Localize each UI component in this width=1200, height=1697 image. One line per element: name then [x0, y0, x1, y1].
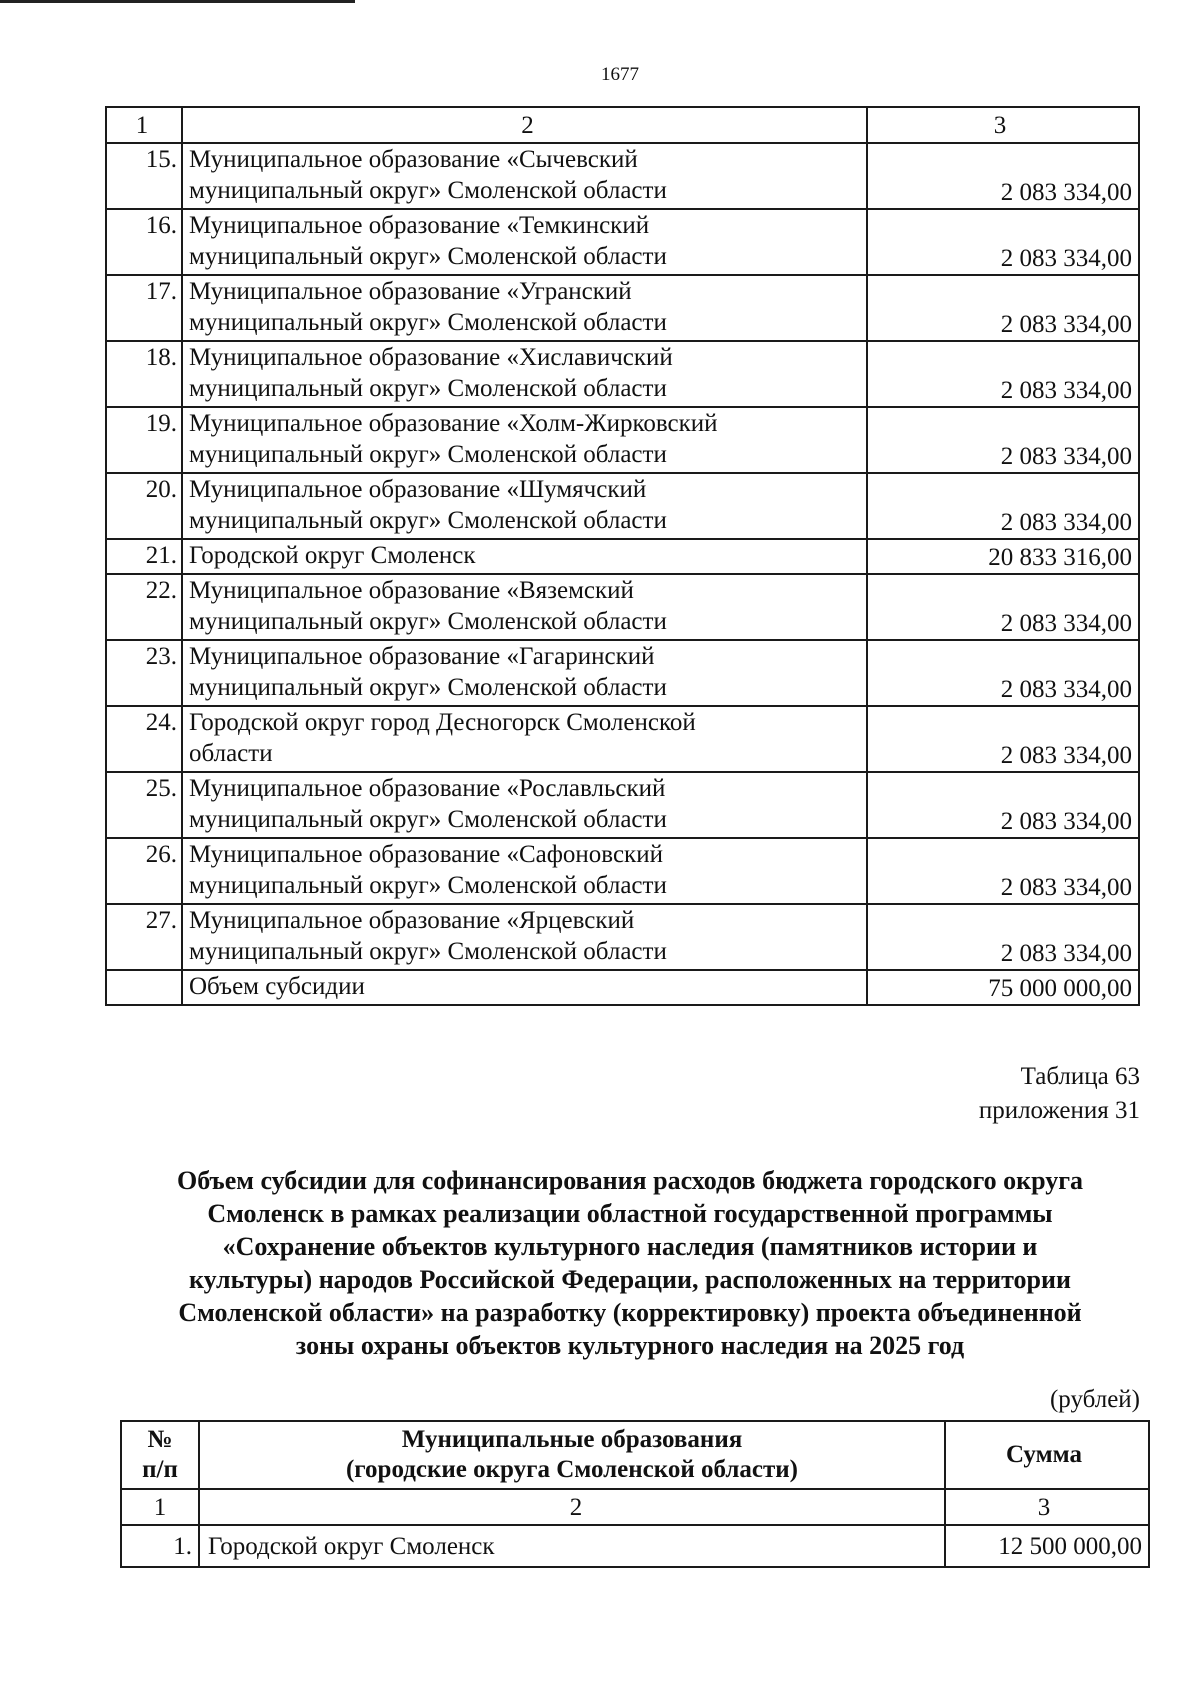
municipality-name-line: муниципальный округ» Смоленской области — [189, 243, 667, 270]
municipality-name — [182, 407, 867, 473]
municipality-name — [182, 838, 867, 904]
municipality-name-line: Муниципальное образование «Сычевский — [189, 146, 638, 173]
subsidy-amount: 2 083 334,00 — [867, 473, 1139, 539]
municipality-name-line: Муниципальное образование «Темкинский — [189, 212, 650, 239]
municipality-name — [182, 772, 867, 838]
municipality-name-line: муниципальный округ» Смоленской области — [189, 674, 667, 701]
total-label: Объем субсидии — [182, 970, 867, 1005]
header-num-line: № — [147, 1426, 173, 1453]
municipality-name-line: муниципальный округ» Смоленской области — [189, 872, 667, 899]
municipality-name-line: муниципальный округ» Смоленской области — [189, 375, 667, 402]
municipality-name — [182, 574, 867, 640]
column-number-cell: 3 — [945, 1489, 1149, 1525]
row-number: 20. — [106, 473, 182, 539]
column-number-cell: 2 — [199, 1489, 945, 1525]
subsidy-amount: 2 083 334,00 — [867, 706, 1139, 772]
header-name-line: (городские округа Смоленской области) — [345, 1456, 798, 1483]
subsidy-amount: 2 083 334,00 — [867, 275, 1139, 341]
subsidy-distribution-table — [105, 106, 1140, 1006]
table-row — [106, 473, 1139, 539]
municipality-name — [182, 341, 867, 407]
row-number: 27. — [106, 904, 182, 970]
municipality-name-line: Муниципальное образование «Холм-Жирковский — [189, 410, 718, 437]
municipality-name-line: муниципальный округ» Смоленской области — [189, 441, 667, 468]
table-header-row — [121, 1421, 1149, 1489]
total-number-cell — [106, 970, 182, 1005]
table-row — [121, 1525, 1149, 1567]
row-number: 23. — [106, 640, 182, 706]
column-number-cell: 3 — [867, 107, 1139, 143]
subsidy-amount: 12 500 000,00 — [945, 1525, 1149, 1567]
municipality-name-line: Городской округ Смоленск — [189, 542, 476, 569]
municipality-name — [182, 640, 867, 706]
municipality-name — [182, 473, 867, 539]
scan-edge-line — [0, 0, 355, 3]
column-number-cell: 2 — [182, 107, 867, 143]
table-row — [106, 772, 1139, 838]
column-number-cell: 1 — [106, 107, 182, 143]
subsidy-amount: 2 083 334,00 — [867, 341, 1139, 407]
row-number: 25. — [106, 772, 182, 838]
section-title-line: «Сохранение объектов культурного наследия (памятников истории и — [222, 1232, 1038, 1261]
row-number: 21. — [106, 539, 182, 574]
header-name-line: Муниципальные образования — [401, 1426, 743, 1453]
table-row — [106, 275, 1139, 341]
municipality-name-line: области — [189, 740, 273, 767]
municipality-name-line: муниципальный округ» Смоленской области — [189, 608, 667, 635]
row-number: 17. — [106, 275, 182, 341]
table-row — [106, 143, 1139, 209]
section-title-line: культуры) народов Российской Федерации, расположенных на территории — [189, 1265, 1071, 1294]
row-number: 26. — [106, 838, 182, 904]
subsidy-amount: 2 083 334,00 — [867, 640, 1139, 706]
municipality-name — [182, 706, 867, 772]
table-row — [106, 574, 1139, 640]
row-number: 24. — [106, 706, 182, 772]
section-title-line: Объем субсидии для софинансирования расходов бюджета городского округа — [176, 1166, 1084, 1195]
municipality-name-line: Муниципальное образование «Сафоновский — [189, 841, 663, 868]
table-row — [106, 539, 1139, 574]
municipality-name-line: муниципальный округ» Смоленской области — [189, 507, 667, 534]
municipality-name-line: Муниципальное образование «Рославльский — [189, 775, 666, 802]
total-row — [106, 970, 1139, 1005]
municipality-name-line: муниципальный округ» Смоленской области — [189, 938, 667, 965]
row-number: 22. — [106, 574, 182, 640]
total-amount: 75 000 000,00 — [867, 970, 1139, 1005]
page-number: 1677 — [601, 64, 639, 85]
table-caption — [979, 1060, 1140, 1128]
column-number-row — [121, 1489, 1149, 1525]
municipality-name — [182, 143, 867, 209]
table-row — [106, 706, 1139, 772]
header-name-cell — [199, 1421, 945, 1489]
municipality-name: Городской округ Смоленск — [199, 1525, 945, 1567]
table-caption-number: Таблица 63 — [1020, 1063, 1140, 1090]
municipality-name — [182, 209, 867, 275]
header-num-line: п/п — [142, 1456, 178, 1483]
section-title-line: Смоленск в рамках реализации областной государственной программы — [207, 1199, 1053, 1228]
municipality-name-line: Муниципальное образование «Угранский — [189, 278, 632, 305]
subsidy-amount: 2 083 334,00 — [867, 904, 1139, 970]
row-number: 16. — [106, 209, 182, 275]
section-title — [120, 1164, 1140, 1362]
units-label: (рублей) — [1049, 1386, 1140, 1413]
municipality-name-line: Муниципальное образование «Вяземский — [189, 577, 634, 604]
table-row — [106, 640, 1139, 706]
municipality-name-line: Муниципальное образование «Хиславичский — [189, 344, 673, 371]
municipality-name-line: Муниципальное образование «Ярцевский — [189, 907, 635, 934]
header-num-cell — [121, 1421, 199, 1489]
municipality-name-line: муниципальный округ» Смоленской области — [189, 806, 667, 833]
municipality-name-line: муниципальный округ» Смоленской области — [189, 309, 667, 336]
subsidy-amount: 2 083 334,00 — [867, 143, 1139, 209]
subsidy-amount: 2 083 334,00 — [867, 209, 1139, 275]
municipality-name — [182, 275, 867, 341]
table-caption-appendix: приложения 31 — [978, 1097, 1140, 1124]
section-title-line: Смоленской области» на разработку (корректировку) проекта объединенной — [178, 1298, 1082, 1327]
subsidy-amount: 2 083 334,00 — [867, 574, 1139, 640]
row-number: 18. — [106, 341, 182, 407]
municipality-name-line: муниципальный округ» Смоленской области — [189, 177, 667, 204]
table-row — [106, 209, 1139, 275]
subsidy-amount: 2 083 334,00 — [867, 407, 1139, 473]
subsidy-amount: 20 833 316,00 — [867, 539, 1139, 574]
row-number: 1. — [121, 1525, 199, 1567]
municipality-name-line: Муниципальное образование «Шумячский — [189, 476, 647, 503]
table-row — [106, 407, 1139, 473]
municipality-name — [182, 904, 867, 970]
subsidy-table-smolensk — [120, 1420, 1150, 1568]
subsidy-amount: 2 083 334,00 — [867, 772, 1139, 838]
row-number: 15. — [106, 143, 182, 209]
table-row — [106, 341, 1139, 407]
column-number-cell: 1 — [121, 1489, 199, 1525]
column-number-row — [106, 107, 1139, 143]
table-row — [106, 838, 1139, 904]
row-number: 19. — [106, 407, 182, 473]
municipality-name-line: Муниципальное образование «Гагаринский — [189, 643, 655, 670]
header-amount-cell: Сумма — [945, 1421, 1149, 1489]
table-row — [106, 904, 1139, 970]
municipality-name-line: Городской округ город Десногорск Смоленской — [189, 709, 696, 736]
municipality-name — [182, 539, 867, 574]
subsidy-amount: 2 083 334,00 — [867, 838, 1139, 904]
section-title-line: зоны охраны объектов культурного наследия на 2025 год — [295, 1331, 965, 1360]
